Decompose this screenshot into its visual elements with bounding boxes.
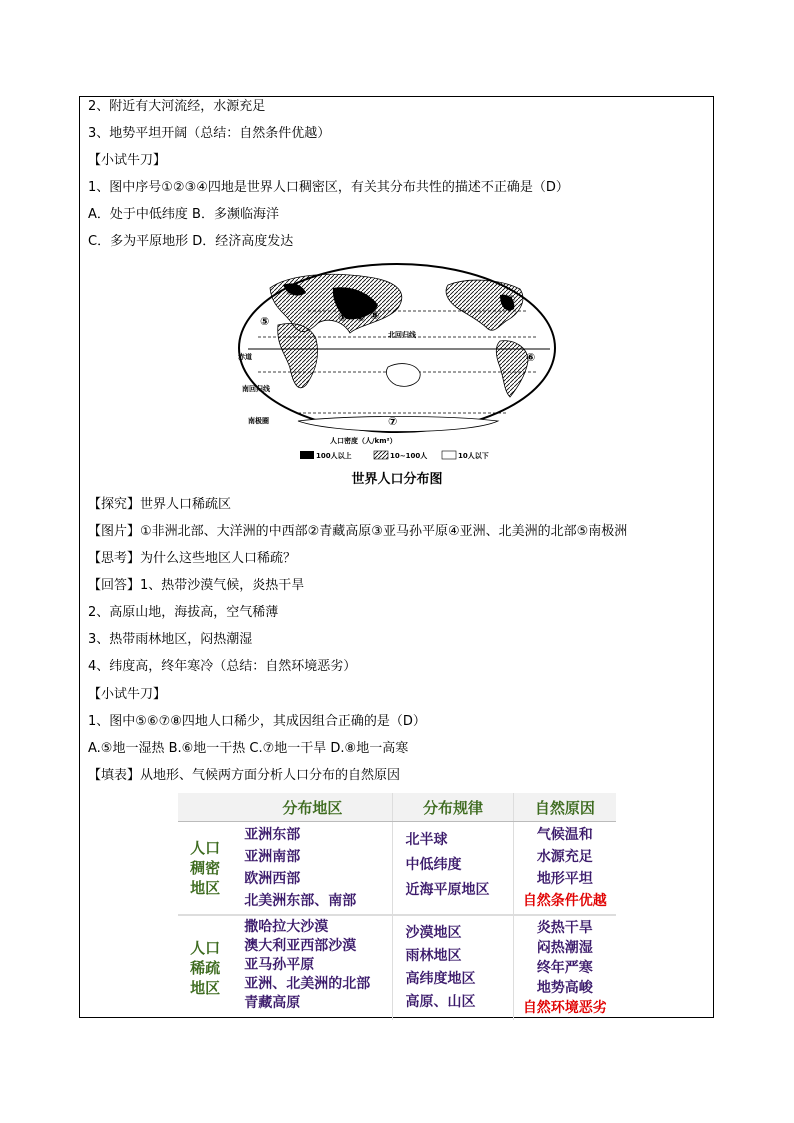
dense-summary: 自然条件优越 xyxy=(522,893,607,909)
table-header-row xyxy=(178,793,616,822)
map-marker-5: ⑤ xyxy=(260,315,270,328)
list-item: 撒哈拉大沙漠 xyxy=(244,919,329,935)
legend-item-low: 10人以下 xyxy=(458,452,489,460)
list-item: 亚洲、北美洲的北部 xyxy=(244,976,371,992)
table-row xyxy=(178,822,616,916)
list-item: 澳大利亚西部沙漠 xyxy=(244,938,357,954)
label-tropic-north: 北回归线 xyxy=(388,331,416,339)
list-item: 地形平坦 xyxy=(536,871,593,887)
map-svg xyxy=(238,263,556,466)
answer-3: 3、热带雨林地区，闷热潮湿 xyxy=(88,632,253,647)
list-item: 亚洲东部 xyxy=(244,827,301,843)
row-label-dense-text: 人口稠密地区 xyxy=(190,838,221,897)
legend-item-mid: 10~100人 xyxy=(390,452,428,460)
section-heading-quiz-1: 【小试牛刀】 xyxy=(88,153,167,168)
table-row xyxy=(178,915,616,1020)
row-label-sparse xyxy=(178,915,232,1020)
map-marker-7: ⑦ xyxy=(388,415,398,428)
list-item: 闷热潮湿 xyxy=(536,940,593,956)
header-blank xyxy=(178,793,232,822)
row-label-dense xyxy=(178,822,232,916)
list-item: 亚洲南部 xyxy=(244,849,301,865)
list-item: 中低纬度 xyxy=(405,857,462,873)
map-marker-1: ① xyxy=(338,311,348,324)
text-line-1: 2、附近有大河流经，水源充足 xyxy=(88,99,266,114)
world-population-map xyxy=(238,263,556,466)
population-factors-table xyxy=(178,793,616,1020)
answer-4: 4、纬度高，终年寒冷（总结：自然环境恶劣） xyxy=(88,659,357,674)
list-item: 欧洲西部 xyxy=(244,871,301,887)
dense-causes xyxy=(513,822,616,916)
label-equator: 赤道 xyxy=(238,353,252,361)
list-item: 北美洲东部、南部 xyxy=(244,893,357,909)
options-2: A.⑤地一湿热 B.⑥地一干热 C.⑦地一干旱 D.⑧地一高寒 xyxy=(88,741,409,756)
row-label-sparse-text: 人口稀疏地区 xyxy=(190,938,221,997)
list-item: 气候温和 xyxy=(536,827,593,843)
map-marker-2: ② xyxy=(356,311,366,324)
map-marker-6: ⑥ xyxy=(526,351,536,364)
list-item: 近海平原地区 xyxy=(405,882,490,898)
legend-item-high: 100人以上 xyxy=(316,452,352,460)
header-natural-cause: 自然原因 xyxy=(513,793,616,822)
picture-description: 【图片】①非洲北部、大洋洲的中西部②青藏高原③亚马孙平原④亚洲、北美洲的北部⑤南极洲 xyxy=(88,524,628,539)
section-heading-quiz-2: 【小试牛刀】 xyxy=(88,687,167,702)
label-antarctic: 南极圈 xyxy=(248,417,269,425)
list-item: 亚马孙平原 xyxy=(244,957,315,973)
list-item: 炎热干旱 xyxy=(536,920,593,936)
map-marker-4: ④ xyxy=(506,293,516,306)
sparse-rules xyxy=(393,915,513,1020)
list-item: 地势高峻 xyxy=(536,980,593,996)
map-caption: 世界人口分布图 xyxy=(351,472,443,487)
list-item: 终年严寒 xyxy=(536,960,593,976)
text-line-2: 3、地势平坦开阔（总结：自然条件优越） xyxy=(88,126,331,141)
dense-rules xyxy=(393,822,513,916)
map-marker-3: ③ xyxy=(286,285,296,298)
list-item: 雨林地区 xyxy=(405,948,462,964)
sparse-causes xyxy=(513,915,616,1020)
thinking-question: 【思考】为什么这些地区人口稀疏？ xyxy=(88,551,297,566)
list-item: 水源充足 xyxy=(536,849,593,865)
options-cd: C．多为平原地形 D．经济高度发达 xyxy=(88,234,294,249)
list-item: 青藏高原 xyxy=(244,995,301,1011)
question-2: 1、图中⑤⑥⑦⑧四地人口稀少，其成因组合正确的是（D） xyxy=(88,714,426,729)
list-item: 高原、山区 xyxy=(405,994,476,1010)
list-item: 沙漠地区 xyxy=(405,925,462,941)
header-distribution-rule: 分布规律 xyxy=(393,793,513,822)
section-heading-explore: 【探究】世界人口稀疏区 xyxy=(88,497,232,512)
sparse-areas xyxy=(232,915,393,1020)
dense-areas xyxy=(232,822,393,916)
list-item: 高纬度地区 xyxy=(405,971,476,987)
answer-1: 【回答】1、热带沙漠气候，炎热干旱 xyxy=(88,578,305,593)
sparse-summary: 自然环境恶劣 xyxy=(522,1000,607,1016)
legend-title: 人口密度（人/km²） xyxy=(330,437,397,445)
question-1: 1、图中序号①②③④四地是世界人口稠密区，有关其分布共性的描述不正确是（D） xyxy=(88,180,569,195)
fill-table-heading: 【填表】从地形、气候两方面分析人口分布的自然原因 xyxy=(88,768,401,783)
map-marker-8: ⑧ xyxy=(370,309,380,322)
map-legend xyxy=(296,433,508,465)
answer-2: 2、高原山地，海拔高，空气稀薄 xyxy=(88,605,279,620)
header-distribution-area: 分布地区 xyxy=(232,793,393,822)
list-item: 北半球 xyxy=(405,832,448,848)
options-ab: A．处于中低纬度 B．多濒临海洋 xyxy=(88,207,279,222)
label-tropic-south: 南回归线 xyxy=(242,385,270,393)
